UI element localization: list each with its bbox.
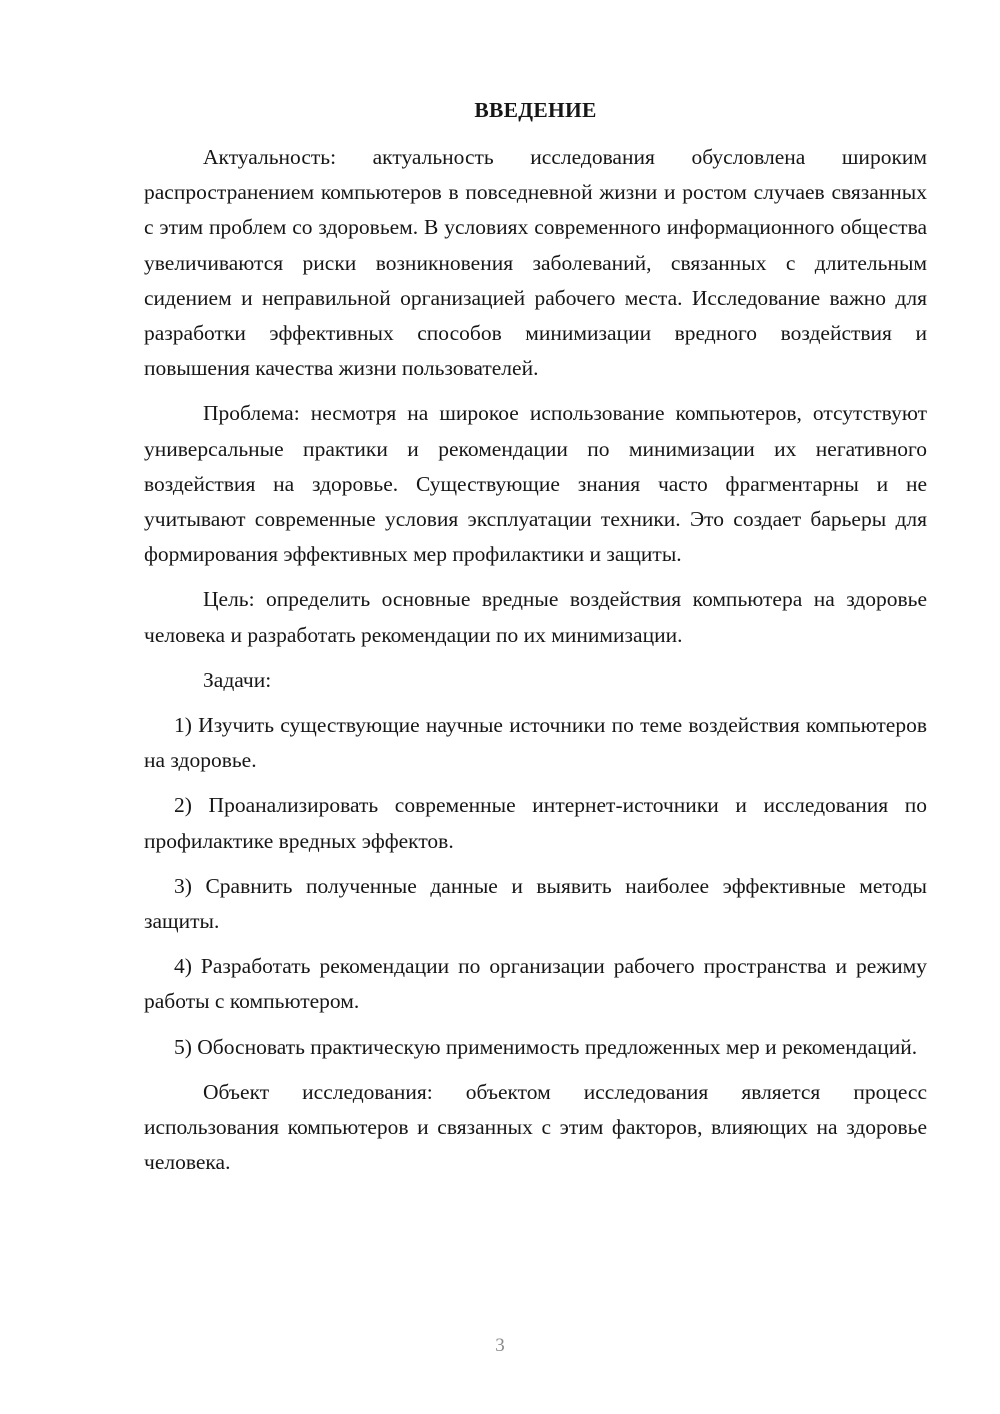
task-item-3: 3) Сравнить полученные данные и выявить наиболее эффективные методы защиты. xyxy=(144,873,927,934)
task-item-5: 5) Обосновать практическую применимость предложенных мер и рекомендаций. xyxy=(174,1034,918,1059)
task-item-4: 4) Разработать рекомендации по организации рабочего пространства и режиму работы с компьютером. xyxy=(144,954,927,1014)
task-item-2: 2) Проанализировать современные интернет-источники и исследования по профилактике вредных эффектов. xyxy=(144,793,927,853)
tasks-heading: Задачи: xyxy=(203,667,272,692)
page-content xyxy=(144,93,927,1190)
paragraph-relevance: Актуальность: актуальность исследования обусловлена широким распространением компьютеров в повседневной жизни и ростом случаев связанных с этим проблем со здоровьем. В условиях современного информационного общества увеличиваются риски возникновения заболеваний, связанных с длительным сидением и неправильной организацией рабочего места. Исследование важно для разработки эффективных способов минимизации вредного воздействия и повышения качества жизни пользователей. xyxy=(144,145,927,381)
paragraph-goal: Цель: определить основные вредные воздействия компьютера на здоровье человека и разработать рекомендации по их минимизации. xyxy=(144,587,927,647)
page-title: ВВЕДЕНИЕ xyxy=(474,98,597,122)
paragraph-problem: Проблема: несмотря на широкое использование компьютеров, отсутствуют универсальные практики и рекомендации по минимизации их негативного воздействия на здоровье. Существующие знания часто фрагментарны и не учитывают современные условия эксплуатации техники. Это создает барьеры для формирования эффективных мер профилактики и защиты. xyxy=(144,401,927,567)
page-number: 3 xyxy=(495,1335,505,1356)
task-item-1: 1) Изучить существующие научные источники по теме воздействия компьютеров на здоровье. xyxy=(144,713,927,773)
paragraph-object: Объект исследования: объектом исследования является процесс использования компьютеров и связанных с этим факторов, влияющих на здоровье человека. xyxy=(144,1079,927,1175)
